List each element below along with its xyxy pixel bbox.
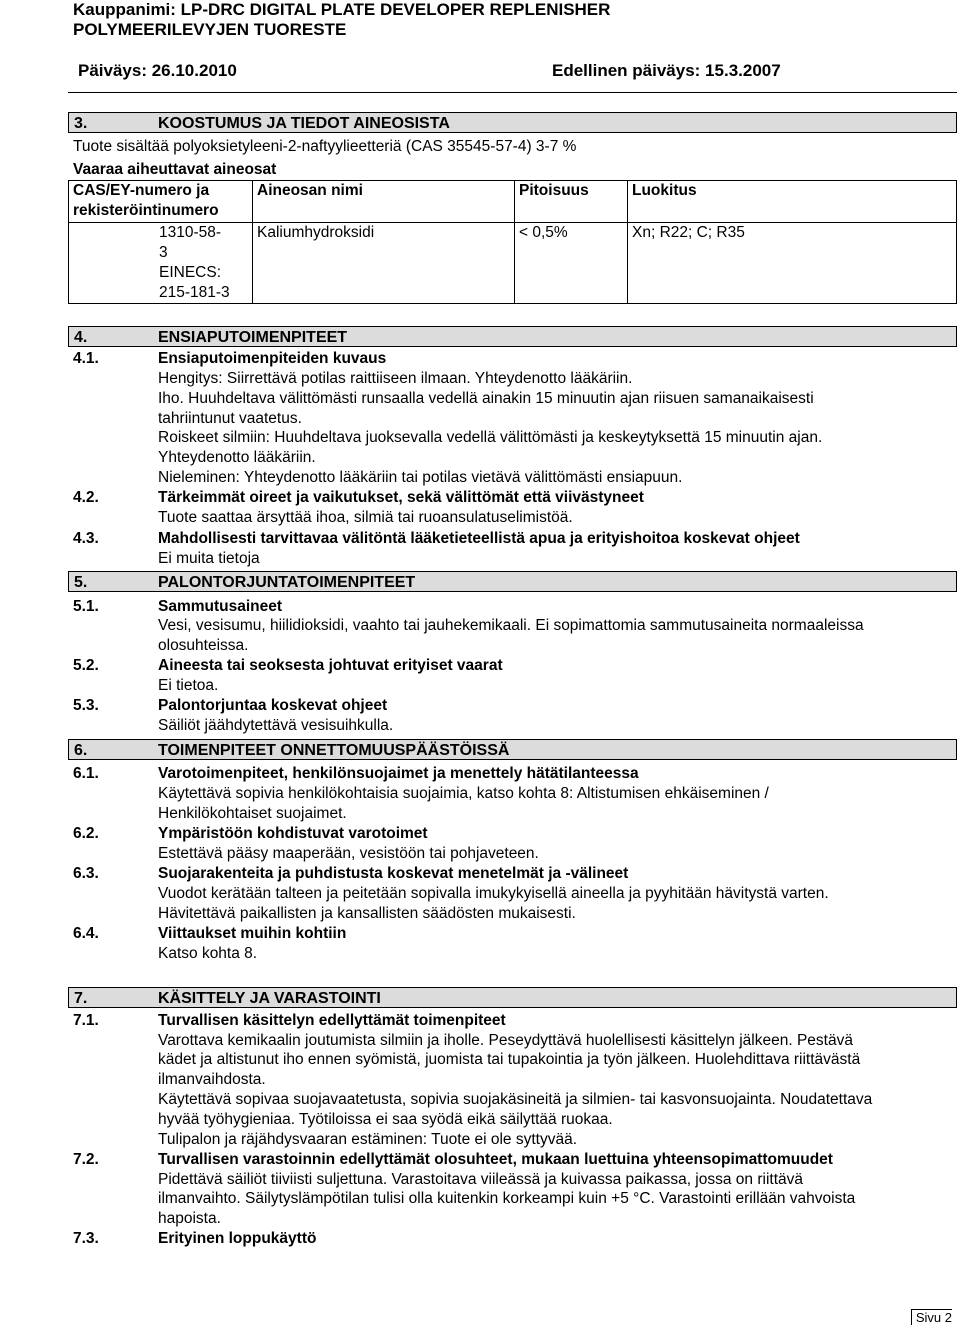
hazard-components-title: Vaaraa aiheuttavat aineosat	[73, 161, 277, 178]
text-line: Varottava kemikaalin joutumista silmiin ja iholle. Peseydyttävä huolellisesti käsittelyn jälkeen. Pestävä	[158, 1032, 853, 1049]
section-4-header	[68, 326, 957, 347]
text-line: Säiliöt jäähdytettävä vesisuihkulla.	[158, 717, 394, 734]
section-title: KOOSTUMUS JA TIEDOT AINEOSISTA	[158, 115, 450, 132]
section-number: 4.	[74, 329, 88, 346]
text-line: Hävitettävä paikallisten ja kansallisten säädösten mukaisesti.	[158, 905, 576, 922]
text-line: tahriintunut vaatetus.	[158, 410, 302, 427]
concentration-cell: < 0,5%	[515, 223, 628, 304]
text-line: Tuote saattaa ärsyttää ihoa, silmiä tai ruoansulatuselimistöä.	[158, 509, 573, 526]
text-line: kädet ja altistunut iho ennen syömistä, juomista tai tupakointia ja työn jälkeen. Huolehdittava riittävästä	[158, 1051, 861, 1068]
cas-cell: 1310-58- 3 EINECS: 215-181-3	[69, 223, 253, 304]
name-cell: Kaliumhydroksidi	[253, 223, 515, 304]
trade-name-line: Kauppanimi: LP-DRC DIGITAL PLATE DEVELOPER REPLENISHER	[73, 0, 611, 19]
text-line: ilmanvaihto. Säilytyslämpötilan tulisi olla kuitenkin korkeampi kuin +5 °C. Varastointi erillään vahvoista	[158, 1190, 856, 1207]
section-number: 7.	[74, 990, 88, 1007]
section-6-header	[68, 739, 957, 760]
text-line: olosuhteissa.	[158, 637, 249, 654]
page-number: Sivu 2	[911, 1309, 952, 1325]
previous-date: Edellinen päiväys: 15.3.2007	[552, 61, 781, 80]
text-line: Vuodot kerätään talteen ja peitetään sopivalla imukykyisellä aineella ja pyyhitään hävitystä varten.	[158, 885, 829, 902]
section-number: 5.	[74, 574, 88, 591]
section-3-header	[68, 112, 957, 133]
text-line: Yhteydenotto lääkäriin.	[158, 449, 316, 466]
text-line: Iho. Huuhdeltava välittömästi runsaalla vedellä ainakin 15 minuutin ajan riisuen samanaikaisesti	[158, 390, 814, 407]
text-line: Tulipalon ja räjähdysvaaran estäminen: Tuote ei ole syttyvää.	[158, 1131, 578, 1148]
text-line: Käytettävä sopivia henkilökohtaisia suojaimia, katso kohta 8: Altistumisen ehkäiseminen /	[158, 785, 769, 802]
product-name-line: POLYMEERILEVYJEN TUORESTE	[73, 20, 347, 39]
hazard-components-table	[68, 180, 957, 304]
section-number: 6.	[74, 742, 88, 759]
text-line: Henkilökohtaiset suojaimet.	[158, 805, 347, 822]
composition-intro: Tuote sisältää polyoksietyleeni-2-naftyylieetteriä (CAS 35545-57-4) 3-7 %	[73, 138, 577, 155]
table-row	[69, 223, 957, 304]
section-7-header	[68, 987, 957, 1008]
text-line: Katso kohta 8.	[158, 945, 258, 962]
date: Päiväys: 26.10.2010	[78, 61, 237, 80]
text-line: Ei muita tietoja	[158, 550, 260, 567]
text-line: Pidettävä säiliöt tiiviisti suljettuna. Varastoitava viileässä ja kuivassa paikassa, jossa on riittävä	[158, 1171, 803, 1188]
text-line: Käytettävä sopivaa suojavaatetusta, sopivia suojakäsineitä ja silmien- tai kasvonsuojainta. Noudatettava	[158, 1091, 873, 1108]
col-concentration-header: Pitoisuus	[515, 181, 628, 223]
text-line: hapoista.	[158, 1210, 221, 1227]
text-line: Roiskeet silmiin: Huuhdeltava juoksevalla vedellä välittömästi ja keskeytyksettä 15 minuutin ajan.	[158, 429, 823, 446]
col-cas-header: CAS/EY-numero ja rekisteröintinumero	[69, 181, 253, 223]
classification-cell: Xn; R22; C; R35	[628, 223, 957, 304]
section-number: 3.	[74, 115, 88, 132]
text-line: Ei tietoa.	[158, 677, 219, 694]
section-title: KÄSITTELY JA VARASTOINTI	[158, 990, 381, 1007]
col-classification-header: Luokitus	[628, 181, 957, 223]
text-line: Vesi, vesisumu, hiilidioksidi, vaahto tai jauhekemikaali. Ei sopimattomia sammutusaineita normaaleissa	[158, 617, 864, 634]
text-line: ilmanvaihdosta.	[158, 1071, 266, 1088]
text-line: Estettävä pääsy maaperään, vesistöön tai pohjaveteen.	[158, 845, 539, 862]
text-line: Hengitys: Siirrettävä potilas raittiiseen ilmaan. Yhteydenotto lääkäriin.	[158, 370, 633, 387]
section-5-header	[68, 571, 957, 592]
section-title: ENSIAPUTOIMENPITEET	[158, 329, 348, 346]
col-name-header: Aineosan nimi	[253, 181, 515, 223]
text-line: hyvää työhygieniaa. Työtiloissa ei saa syödä eikä säilyttää ruokaa.	[158, 1111, 613, 1128]
header-divider	[68, 92, 957, 93]
section-title: PALONTORJUNTATOIMENPITEET	[158, 574, 416, 591]
text-line: Nieleminen: Yhteydenotto lääkäriin tai potilas vietävä välittömästi ensiapuun.	[158, 469, 683, 486]
section-title: TOIMENPITEET ONNETTOMUUSPÄÄSTÖISSÄ	[158, 742, 510, 759]
